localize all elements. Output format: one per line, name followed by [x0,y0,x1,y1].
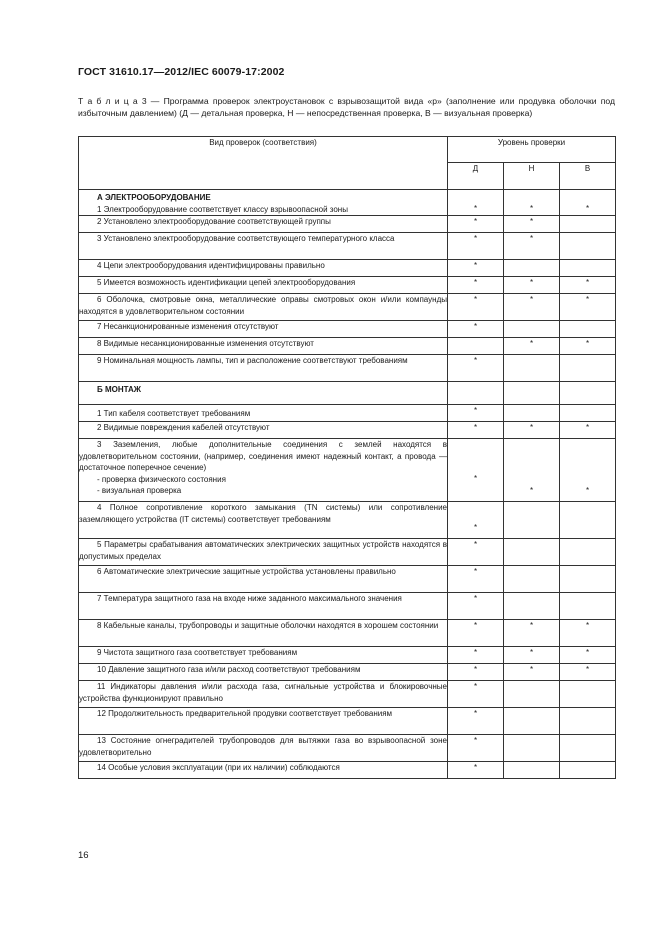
header-col-v: В [560,163,616,190]
cell-n [504,382,560,405]
header-col-n: Н [504,163,560,190]
table-row [79,233,616,260]
row-text: 3 Заземления, любые дополнительные соединения с землей находятся в удовлетворительном состоянии, (например, соединения имеют надежный контакт, а провода — достаточное поперечное сечение) [79,440,447,472]
cell-n: * [504,422,560,439]
cell-d: * [448,539,504,566]
cell-v: * [560,294,616,321]
cell-d: * [448,664,504,681]
table-row [79,216,616,233]
cell-d: * [448,190,504,216]
cell-d: * [448,355,504,382]
header-check-kind: Вид проверок (соответствия) [79,137,448,190]
row-text: 9 Чистота защитного газа соответствует требованиям [97,648,298,657]
cell-d: * [448,735,504,762]
cell-v: * [560,664,616,681]
cell-d: * [448,422,504,439]
cell-v [560,355,616,382]
cell-n: * [504,277,560,294]
cell-v: * [560,422,616,439]
cell-v [560,539,616,566]
cell-v [560,405,616,422]
cell-n [504,735,560,762]
cell-n: * [504,664,560,681]
table-row [79,422,616,439]
row-text: 8 Видимые несанкционированные изменения отсутствуют [97,339,314,348]
cell-d: * [448,405,504,422]
cell-v [560,216,616,233]
table-row [79,566,616,593]
row-text: 7 Температура защитного газа на входе ниже заданного максимального значения [97,594,402,603]
table-row [79,294,616,321]
page-number: 16 [78,850,89,861]
row-text: 14 Особые условия эксплуатации (при их наличии) соблюдаются [97,763,340,772]
cell-v [560,762,616,779]
row-text: 4 Полное сопротивление короткого замыкания (TN системы) или сопротивление заземляющего устройства (IT системы) соответствует требованиям [79,503,447,524]
row-text: 2 Видимые повреждения кабелей отсутствуют [97,423,270,432]
table-row [79,405,616,422]
cell-n [504,405,560,422]
table-row [79,502,616,539]
cell-n [504,321,560,338]
cell-d: * [448,681,504,708]
header-col-d: Д [448,163,504,190]
cell-n: * [504,294,560,321]
row-text: 1 Электрооборудование соответствует классу взрывоопасной зоны [97,204,348,214]
table-row [79,382,616,405]
cell-d: * [448,502,504,539]
cell-v: * [560,338,616,355]
row-text: 6 Автоматические электрические защитные устройства установлены правильно [97,567,396,576]
row-text: 4 Цепи электрооборудования идентифицированы правильно [97,261,325,270]
table-row [79,593,616,620]
cell-v [560,502,616,539]
cell-n [504,593,560,620]
cell-v [560,566,616,593]
table-row [79,762,616,779]
cell-v: * [560,647,616,664]
cell-n [504,539,560,566]
cell-d: * [448,294,504,321]
cell-n: * [504,647,560,664]
section-a-title: А ЭЛЕКТРООБОРУДОВАНИЕ [97,193,211,202]
cell-v [560,382,616,405]
cell-v: * [560,190,616,216]
table-row [79,321,616,338]
cell-v: * [560,277,616,294]
cell-n [504,502,560,539]
cell-v [560,321,616,338]
cell-v: * [560,620,616,647]
cell-n: * [504,233,560,260]
cell-d: * [448,233,504,260]
table-row [79,735,616,762]
row-text: 12 Продолжительность предварительной продувки соответствует требованиям [97,709,393,718]
row-text: 13 Состояние огнеградителей трубопроводов для вытяжки газа во взрывоопасной зоне удовлетворительно [79,736,447,757]
cell-n [504,566,560,593]
cell-n: * [504,190,560,216]
cell-n: * [504,216,560,233]
cell-d: * [448,277,504,294]
table-row [79,708,616,735]
table-row [79,338,616,355]
section-b-title: Б МОНТАЖ [97,385,142,394]
table-row [79,664,616,681]
table-row [79,539,616,566]
cell-n: * [504,338,560,355]
cell-n: * [504,439,560,502]
cell-d: * [448,708,504,735]
cell-v [560,735,616,762]
row-text: 11 Индикаторы давления и/или расхода газа, сигнальные устройства и блокировочные устройства функционируют правильно [79,682,447,703]
row-text: 2 Установлено электрооборудование соответствующей группы [97,217,331,226]
table-row [79,620,616,647]
cell-d: * [448,647,504,664]
cell-n [504,260,560,277]
row-text: 9 Номинальная мощность лампы, тип и расположение соответствуют требованиям [97,356,408,365]
row-text: 3 Установлено электрооборудование соответствующего температурного класса [97,234,395,243]
row-text: 1 Тип кабеля соответствует требованиям [97,409,251,418]
row-text: 6 Оболочка, смотровые окна, металлические оправы смотровых окон и/или компаунды находятся в удовлетворительном состоянии [79,295,447,316]
row-text: 5 Параметры срабатывания автоматических электрических защитных устройств находятся в допустимых пределах [79,540,447,561]
cell-n: * [504,620,560,647]
cell-v [560,260,616,277]
row-text: 7 Несанкционированные изменения отсутствуют [97,322,279,331]
cell-d: * [448,593,504,620]
cell-v [560,708,616,735]
cell-n [504,681,560,708]
cell-v [560,233,616,260]
cell-d: * [448,216,504,233]
inspection-table [78,136,616,779]
cell-d [448,338,504,355]
cell-d: * [448,620,504,647]
cell-d: * [448,762,504,779]
cell-n [504,708,560,735]
header-check-level: Уровень проверки [448,137,616,163]
cell-d [448,382,504,405]
cell-v [560,593,616,620]
document-header: ГОСТ 31610.17—2012/IEC 60079-17:2002 [78,66,285,78]
table-row [79,647,616,664]
row-subitem-visual: - визуальная проверка [97,486,182,495]
cell-d: * [448,260,504,277]
cell-n [504,762,560,779]
table-row [79,355,616,382]
cell-n [504,355,560,382]
row-subitem-physical: - проверка физического состояния [97,474,226,484]
row-text: 8 Кабельные каналы, трубопроводы и защитные оболочки находятся в хорошем состоянии [97,621,439,630]
table-row [79,439,616,502]
cell-d: * [448,566,504,593]
table-row [79,277,616,294]
row-text: 5 Имеется возможность идентификации цепей электрооборудования [97,278,356,287]
table-row [79,190,616,216]
cell-d: * [448,321,504,338]
table-row [79,681,616,708]
row-text: 10 Давление защитного газа и/или расход соответствуют требованиям [97,665,361,674]
table-row [79,260,616,277]
cell-d: * [448,439,504,502]
table-caption: Т а б л и ц а 3 — Программа проверок электроустановок с взрывозащитой вида «р» (заполнение или продувка оболочки под избыточным давлением) (Д — детальная проверка, Н — непосредственная проверка, В — визуальная проверка) [78,96,615,119]
cell-v [560,681,616,708]
cell-v: * [560,439,616,502]
